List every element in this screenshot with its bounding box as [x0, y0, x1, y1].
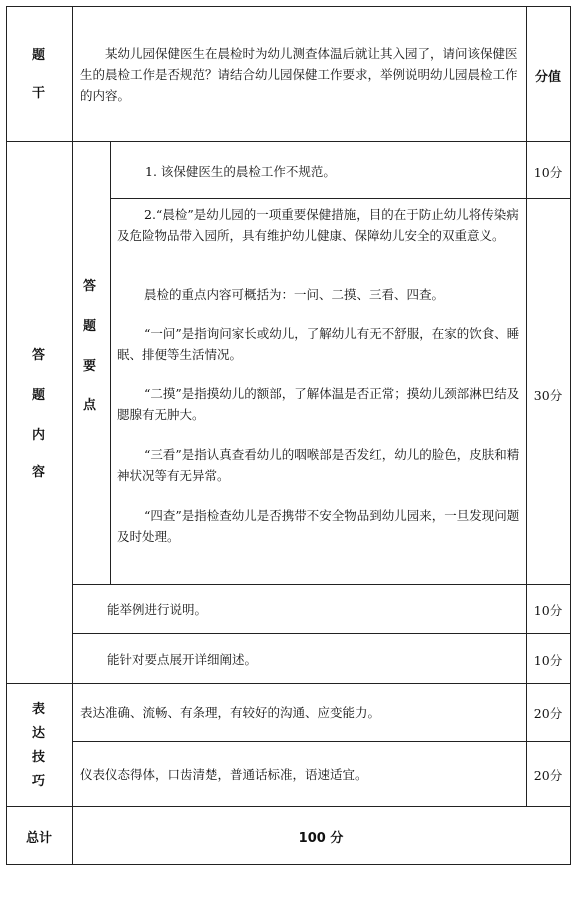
point-1-score: 10分	[533, 165, 563, 180]
points-label-char: 题	[83, 319, 97, 334]
point-2-summary: 晨检的重点内容可概括为：一问、二摸、三看、四查。	[144, 287, 445, 302]
stem-label-char: 干	[32, 86, 46, 101]
expression-label-char: 表	[32, 702, 46, 717]
point-2-score: 30分	[533, 388, 563, 403]
table-bottom-border	[6, 864, 571, 865]
elaborate-criterion: 能针对要点展开详细阐述。	[107, 652, 258, 667]
expression-label-char: 巧	[32, 774, 46, 789]
table-left-border	[6, 6, 7, 865]
expression-label-char: 技	[32, 750, 46, 765]
points-label-char: 点	[83, 398, 97, 413]
score-header: 分值	[534, 70, 561, 85]
elaborate-score: 10分	[533, 653, 563, 668]
col-divider	[72, 6, 73, 865]
expression-item-1: 表达准确、流畅、有条理，有较好的沟通、应变能力。	[80, 705, 381, 720]
point-2-ask: “一问”是指询问家长或幼儿，了解幼儿有无不舒服，在家的饮食、睡眠、排便等生活情况。	[117, 326, 520, 362]
answer-label-char: 答	[32, 348, 46, 363]
table-right-border	[570, 6, 571, 865]
row-divider	[110, 198, 571, 199]
answer-label-char: 题	[32, 388, 46, 403]
points-label-char: 要	[83, 359, 97, 374]
expression-item-2: 仪表仪态得体，口齿清楚，普通话标准，语速适宜。	[80, 767, 368, 782]
stem-label-char: 题	[32, 48, 46, 63]
row-divider	[72, 633, 571, 634]
points-label-char: 答	[83, 279, 97, 294]
point-2-touch: “二摸”是指摸幼儿的额部，了解体温是否正常；摸幼儿颈部淋巴结及腮腺有无肿大。	[117, 386, 520, 422]
point-2-intro: 2.“晨检”是幼儿园的一项重要保健措施，目的在于防止幼儿将传染病及危险物品带入园所，具有维护幼儿健康、保障幼儿安全的双重意义。	[117, 207, 519, 243]
total-label: 总计	[25, 831, 52, 846]
col-divider	[526, 6, 527, 807]
point-2-look: “三看”是指认真查看幼儿的咽喉部是否发红，幼儿的脸色，皮肤和精神状况等有无异常。	[117, 447, 520, 483]
row-divider	[6, 141, 571, 142]
total-value: 100 分	[298, 831, 344, 846]
expression-item-2-score: 20分	[533, 768, 563, 783]
example-score: 10分	[533, 603, 563, 618]
point-1-text: 1. 该保健医生的晨检工作不规范。	[145, 164, 336, 179]
point-2-check: “四查”是指检查幼儿是否携带不安全物品到幼儿园来，一旦发现问题及时处理。	[117, 508, 520, 544]
question-stem-text: 某幼儿园保健医生在晨检时为幼儿测查体温后就让其入园了，请问该保健医生的晨检工作是否规范？请结合幼儿园保健工作要求，举例说明幼儿园晨检工作的内容。	[80, 46, 518, 103]
answer-label-char: 容	[32, 465, 46, 480]
row-divider	[72, 584, 571, 585]
table-top-border	[6, 6, 571, 7]
row-divider	[6, 683, 571, 684]
row-divider	[6, 806, 571, 807]
expression-item-1-score: 20分	[533, 706, 563, 721]
example-criterion: 能举例进行说明。	[107, 602, 208, 617]
expression-label-char: 达	[32, 726, 46, 741]
row-divider	[72, 741, 571, 742]
answer-label-char: 内	[32, 428, 46, 443]
col-divider	[110, 141, 111, 585]
